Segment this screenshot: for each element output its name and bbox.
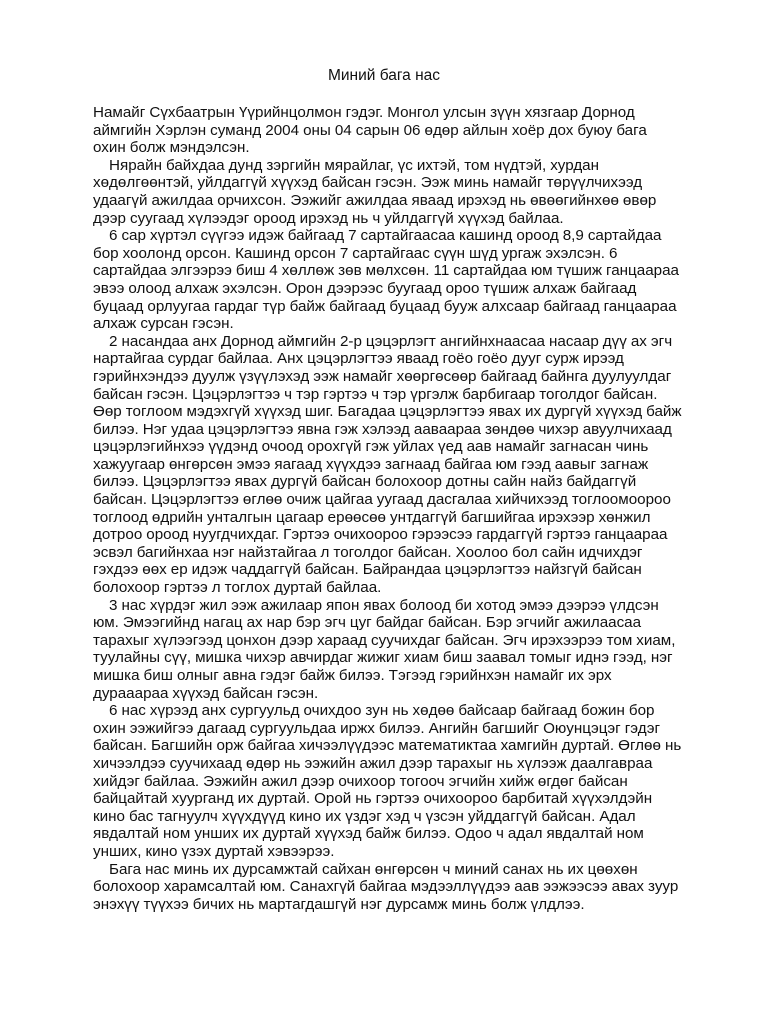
paragraph-first-year: 6 сар хүртэл сүүгээ идэж байгаад 7 сартайгаасаа кашинд ороод 8,9 сартайдаа бор хоолонд орсон. Кашинд орсон 7 сартайгаас сүүн шүд ургаж эхэлсэн. 6 сартайдаа элгээрээ биш 4 хөллөж зөв мөлхсөн. 11 сартайдаа юм түшиж ганцаараа эвээ олоод алхаж эхэлсэн. Орон дээрээс буугаад ороо түшиж алхаж байгаад буцаад орлуугаа гардаг түр байж байгаад буцаад бууж алхсаар байгаад ганцаараа алхаж сурсан гэсэн. [93,227,679,333]
paragraph-kindergarten: 2 насандаа анх Дорнод аймгийн 2-р цэцэрлэгт ангийнхнаасаа насаар дүү ах эгч нартайгаа сурдаг байлаа. Анх цэцэрлэгтээ яваад гоёо гоёо дууг сурж ирээд гэрийнхэндээ дуулж үзүүлэхэд ээж намайг хөөргөсөөр байгаад байнга дуулуулдаг байсан гэсэн. Цэцэрлэгтээ ч тэр гэртээ ч тэр үргэлж барбигаар тоголдог байсан. Өөр тоглоом мэдэхгүй хүүхэд шиг. Багадаа цэцэрлэгтээ явах их дургүй хүүхэд байж билээ. Нэг удаа цэцэрлэгтээ явна гэж хэлээд ааваараа зөндөө чихэр авуулчихаад цэцэрлэгийнхээ үүдэнд очоод орохгүй гэж уйлах үед аав намайг загнасан чинь хажуугаар өнгөрсөн эмээ яагаад хүүхдээ загнаад байгаа юм гээд аавыг загнаж билээ. Цэцэрлэгтээ явах дургүй байсан болохоор дотны сайн найз байдаггүй байсан. Цэцэрлэгтээ өглөө очиж цайгаа уугаад дасгалаа хийчихээд тоглоомоороо тоглоод өдрийн унталгын цагаар ерөөсөө унтдаггүй багшийгаа ирэхээр хөнжил дотроо ороод нуугдчихдаг. Гэртээ очихоороо гэрээсээ гардаггүй гэртээ ганцаараа эсвэл багийнхаа нэг найзтайгаа л тоголдог байсан. Хоолоо бол сайн идчихдэг гэхдээ өөх ер идэж чаддаггүй байсан. Байрандаа цэцэрлэгтээ найзгүй байсан болохоор гэртээ л тоглох дуртай байлаа. [93,332,682,597]
paragraph-school: 6 нас хүрээд анх сургуульд очихдоо зун нь хөдөө байсаар байгаад божин бор охин ээжийгээ дагаад сургуульдаа иржх билээ. Ангийн багшийг Оюунцэцэг гэдэг байсан. Багшийн орж байгаа хичээлүүдээс математиктаа хамгийн дуртай. Өглөө нь хичээлдээ суучихаад өдөр нь ээжийн ажил дээр тарахыг нь хүлээж даалгавраа хийдэг байлаа. Ээжийн ажил дээр очихоор тогооч эгчийн хийж өгдөг байсан байцайтай хуурганд их дуртай. Орой нь гэртээ очихоороо барбитай хүүхэлдэйн кино бас тагнуулч хүүхдүүд кино их үздэг хэд ч үзсэн уйддаггүй байсан. Адал явдалтай ном унших их дуртай хүүхэд байж билээ. Одоо ч адал явдалтай ном унших, кино үзэх дуртай хэвээрээ. [93,702,682,860]
paragraph-infancy: Нярайн байхдаа дунд зэргийн мярайлаг, үс ихтэй, том нүдтэй, хурдан хөдөлгөөнтэй, уйлдаггүй хүүхэд байсан гэсэн. Ээж минь намайг төрүүлчихээд удаагүй ажилдаа орчихсон. Ээжийг ажилдаа яваад ирэхэд нь өвөөгийнхөө өвөр дээр суугаад хүлээдэг ороод ирэхэд нь ч уйлдаггүй хүүхэд байлаа. [93,156,657,227]
paragraph-age-three: 3 нас хүрдэг жил ээж ажилаар япон явах болоод би хотод эмээ дээрээ үлдсэн юм. Эмээгийнд нагац ах нар бэр эгч цуг байдаг байсан. Бэр эгчийг ажилаасаа тарахыг хүлээгээд цонхон дээр хараад суучихдаг байсан. Эгч ирэхээрээ том хиам, туулайны сүү, мишка чихэр авчирдаг жижиг хиам биш заавал томыг иднэ гээд, нэг мишка биш олныг авна гэдэг байж билээ. Тэгээд гэрийнхэн намайг их эрх дурааараа хүүхэд байсан гэсэн. [93,596,676,702]
document-title: Миний бага нас [327,67,441,84]
paragraph-intro: Намайг Сүхбаатрын Үүрийнцолмон гэдэг. Монгол улсын зүүн хязгаар Дорнод аймгийн Хэрлэн суманд 2004 оны 04 сарын 06 өдөр айлын хоёр дох буюу бага охин болж мэндэлсэн. [93,104,647,157]
document-body [93,104,683,913]
paragraph-conclusion: Бага нас минь их дурсамжтай сайхан өнгөрсөн ч миний санах нь их цөөхөн болохоор харамсалтай юм. Санахгүй байгаа мэдээллүүдээ аав ээжээсээ авах зуур энэхүү түүхээ бичих нь мартагдашгүй нэг дурсамж минь болж үлдлээ. [93,860,679,913]
